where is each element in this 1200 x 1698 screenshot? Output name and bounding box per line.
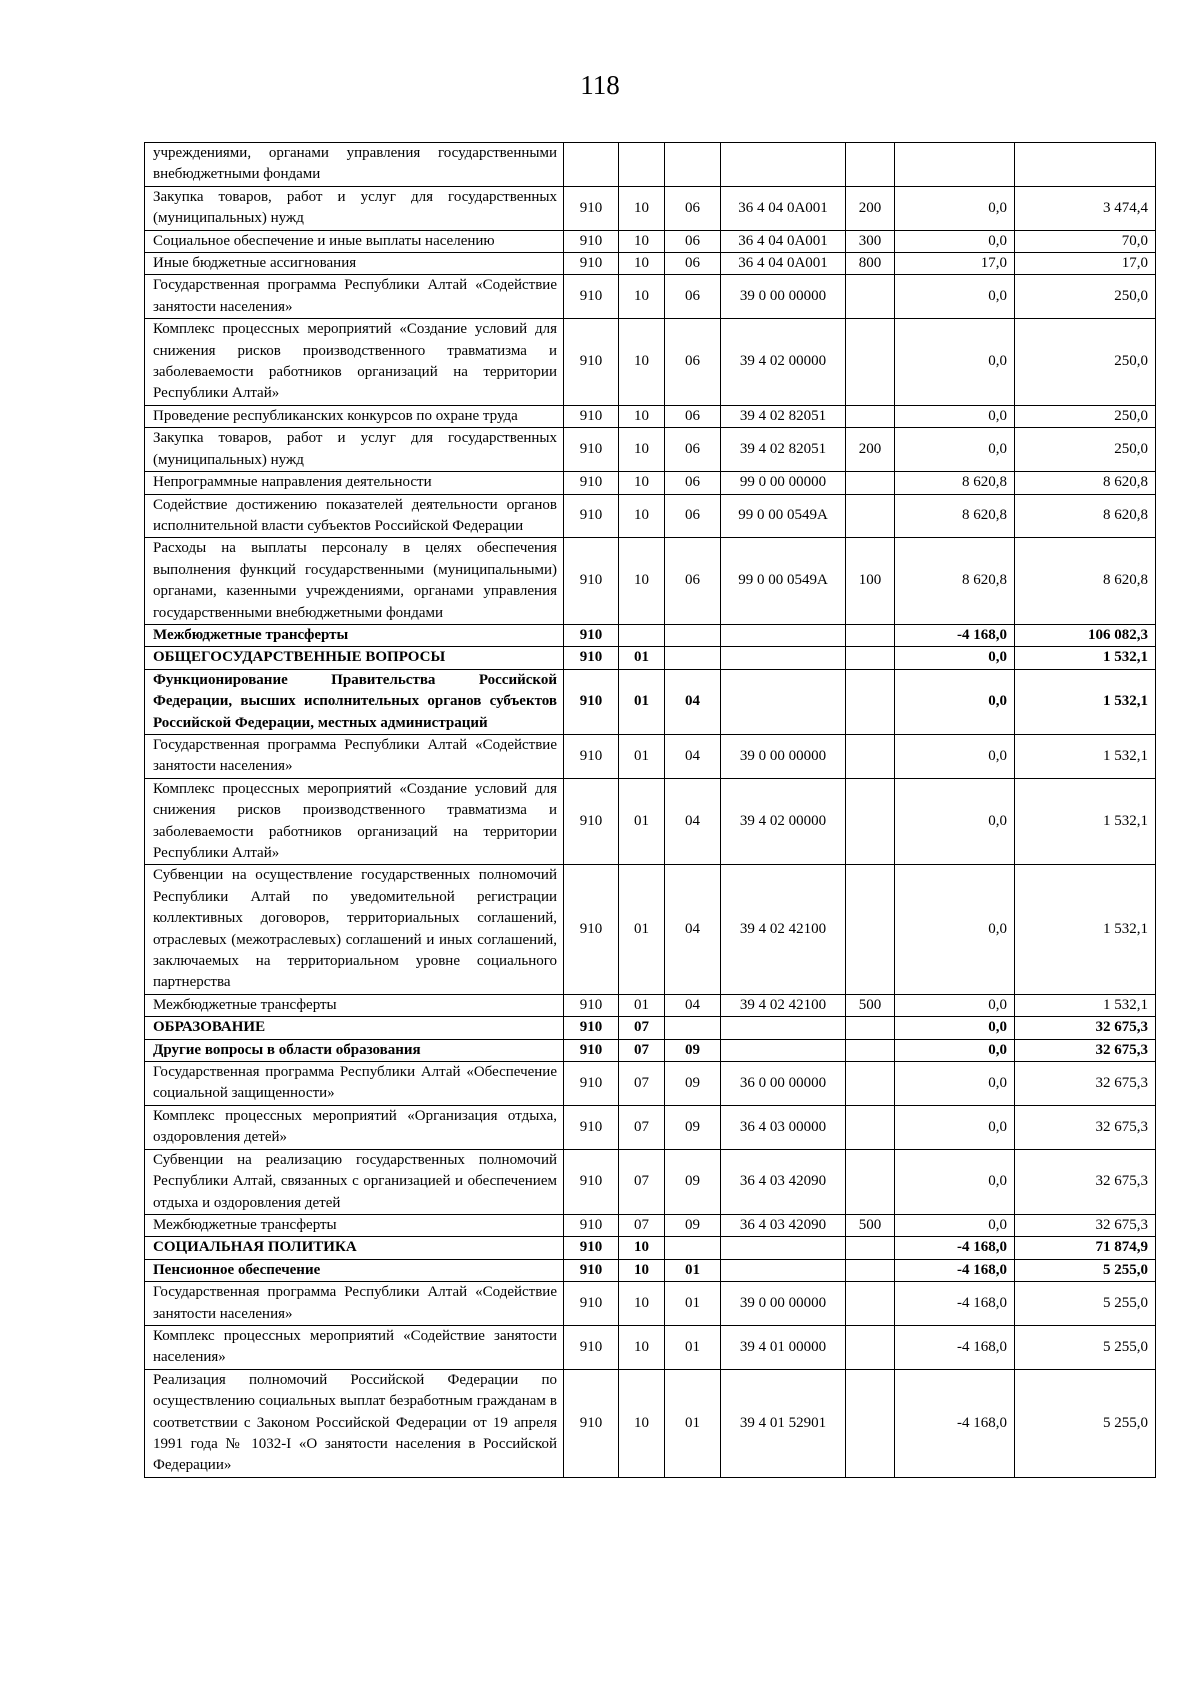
total-amount-cell: 106 082,3 <box>1015 624 1156 646</box>
section-code-cell: 10 <box>619 538 665 625</box>
total-amount-cell: 17,0 <box>1015 253 1156 275</box>
ministry-code-cell: 910 <box>564 538 619 625</box>
table-row <box>145 1369 1156 1477</box>
target-article-cell: 39 4 02 42100 <box>721 994 846 1016</box>
table-row <box>145 319 1156 406</box>
table-row <box>145 405 1156 427</box>
expense-name-cell: Субвенции на осуществление государственных полномочий Республики Алтай по уведомительной регистрации коллективных договоров, территориальных соглашений, отраслевых (межотраслевых) соглашений и иных соглашений, заключаемых на территориальном уровне социального партнерства <box>145 865 564 994</box>
change-amount-cell: 0,0 <box>895 1039 1015 1061</box>
section-code-cell: 01 <box>619 669 665 734</box>
change-amount-cell: -4 168,0 <box>895 1237 1015 1259</box>
expense-name-cell: Государственная программа Республики Алтай «Обеспечение социальной защищенности» <box>145 1062 564 1106</box>
section-code-cell: 10 <box>619 230 665 252</box>
target-article-cell: 36 4 03 00000 <box>721 1105 846 1149</box>
total-amount-cell: 250,0 <box>1015 319 1156 406</box>
total-amount-cell: 1 532,1 <box>1015 778 1156 865</box>
section-code-cell: 01 <box>619 734 665 778</box>
section-code-cell <box>619 143 665 187</box>
target-article-cell: 99 0 00 00000 <box>721 472 846 494</box>
ministry-code-cell: 910 <box>564 1149 619 1214</box>
target-article-cell <box>721 1259 846 1281</box>
subsection-code-cell: 04 <box>665 994 721 1016</box>
ministry-code-cell: 910 <box>564 1039 619 1061</box>
change-amount-cell: 0,0 <box>895 865 1015 994</box>
subsection-code-cell <box>665 143 721 187</box>
section-code-cell: 10 <box>619 319 665 406</box>
subsection-code-cell: 04 <box>665 669 721 734</box>
target-article-cell: 36 4 04 0А001 <box>721 253 846 275</box>
total-amount-cell <box>1015 143 1156 187</box>
total-amount-cell: 1 532,1 <box>1015 647 1156 669</box>
expense-type-cell <box>846 1149 895 1214</box>
expense-type-cell <box>846 778 895 865</box>
table-row <box>145 494 1156 538</box>
table-row <box>145 186 1156 230</box>
subsection-code-cell <box>665 647 721 669</box>
change-amount-cell: 0,0 <box>895 669 1015 734</box>
change-amount-cell: 8 620,8 <box>895 538 1015 625</box>
change-amount-cell: 8 620,8 <box>895 472 1015 494</box>
total-amount-cell: 250,0 <box>1015 428 1156 472</box>
expense-name-cell: Субвенции на реализацию государственных полномочий Республики Алтай, связанных с организацией и обеспечением отдыха и оздоровления детей <box>145 1149 564 1214</box>
ministry-code-cell: 910 <box>564 865 619 994</box>
subsection-code-cell: 04 <box>665 865 721 994</box>
target-article-cell: 39 4 01 00000 <box>721 1325 846 1369</box>
total-amount-cell: 8 620,8 <box>1015 538 1156 625</box>
subsection-code-cell: 01 <box>665 1259 721 1281</box>
expense-type-cell <box>846 1237 895 1259</box>
change-amount-cell: 0,0 <box>895 230 1015 252</box>
expense-name-cell: Комплекс процессных мероприятий «Организация отдыха, оздоровления детей» <box>145 1105 564 1149</box>
expense-type-cell <box>846 669 895 734</box>
table-row <box>145 1149 1156 1214</box>
target-article-cell: 39 4 02 82051 <box>721 405 846 427</box>
total-amount-cell: 32 675,3 <box>1015 1039 1156 1061</box>
expense-type-cell: 800 <box>846 253 895 275</box>
subsection-code-cell <box>665 1237 721 1259</box>
section-code-cell: 10 <box>619 1282 665 1326</box>
expense-type-cell <box>846 143 895 187</box>
ministry-code-cell: 910 <box>564 1237 619 1259</box>
change-amount-cell: 8 620,8 <box>895 494 1015 538</box>
expense-name-cell: учреждениями, органами управления государственными внебюджетными фондами <box>145 143 564 187</box>
change-amount-cell: 0,0 <box>895 186 1015 230</box>
ministry-code-cell: 910 <box>564 669 619 734</box>
ministry-code-cell: 910 <box>564 1017 619 1039</box>
expense-name-cell: Межбюджетные трансферты <box>145 1214 564 1236</box>
target-article-cell <box>721 143 846 187</box>
table-row <box>145 253 1156 275</box>
expense-type-cell <box>846 275 895 319</box>
table-row <box>145 428 1156 472</box>
subsection-code-cell: 09 <box>665 1039 721 1061</box>
total-amount-cell: 32 675,3 <box>1015 1149 1156 1214</box>
expense-name-cell: Закупка товаров, работ и услуг для государственных (муниципальных) нужд <box>145 428 564 472</box>
table-row <box>145 1325 1156 1369</box>
change-amount-cell: 0,0 <box>895 1017 1015 1039</box>
subsection-code-cell: 06 <box>665 319 721 406</box>
expense-type-cell <box>846 1282 895 1326</box>
subsection-code-cell: 04 <box>665 778 721 865</box>
ministry-code-cell: 910 <box>564 1259 619 1281</box>
table-row <box>145 275 1156 319</box>
change-amount-cell: 0,0 <box>895 1214 1015 1236</box>
table-row <box>145 734 1156 778</box>
expense-type-cell <box>846 865 895 994</box>
table-body <box>145 143 1156 1478</box>
expense-name-cell: Социальное обеспечение и иные выплаты населению <box>145 230 564 252</box>
subsection-code-cell: 06 <box>665 428 721 472</box>
expense-type-cell <box>846 1325 895 1369</box>
total-amount-cell: 1 532,1 <box>1015 734 1156 778</box>
subsection-code-cell: 06 <box>665 472 721 494</box>
total-amount-cell: 250,0 <box>1015 405 1156 427</box>
total-amount-cell: 3 474,4 <box>1015 186 1156 230</box>
total-amount-cell: 8 620,8 <box>1015 472 1156 494</box>
target-article-cell: 39 0 00 00000 <box>721 734 846 778</box>
section-code-cell: 01 <box>619 647 665 669</box>
subsection-code-cell: 09 <box>665 1214 721 1236</box>
expense-name-cell: Комплекс процессных мероприятий «Создание условий для снижения рисков производственного травматизма и заболеваемости работников организаций на территории Республики Алтай» <box>145 319 564 406</box>
table-row <box>145 1214 1156 1236</box>
subsection-code-cell: 06 <box>665 253 721 275</box>
expense-type-cell <box>846 1039 895 1061</box>
expense-type-cell <box>846 647 895 669</box>
total-amount-cell: 71 874,9 <box>1015 1237 1156 1259</box>
ministry-code-cell: 910 <box>564 253 619 275</box>
total-amount-cell: 1 532,1 <box>1015 865 1156 994</box>
subsection-code-cell <box>665 624 721 646</box>
target-article-cell <box>721 1237 846 1259</box>
subsection-code-cell: 09 <box>665 1105 721 1149</box>
ministry-code-cell: 910 <box>564 1282 619 1326</box>
target-article-cell: 99 0 00 0549А <box>721 538 846 625</box>
total-amount-cell: 70,0 <box>1015 230 1156 252</box>
expense-name-cell: Государственная программа Республики Алтай «Содействие занятости населения» <box>145 1282 564 1326</box>
ministry-code-cell: 910 <box>564 319 619 406</box>
change-amount-cell: 0,0 <box>895 275 1015 319</box>
expense-name-cell: Закупка товаров, работ и услуг для государственных (муниципальных) нужд <box>145 186 564 230</box>
target-article-cell: 39 0 00 00000 <box>721 275 846 319</box>
target-article-cell: 39 4 02 82051 <box>721 428 846 472</box>
total-amount-cell: 5 255,0 <box>1015 1259 1156 1281</box>
change-amount-cell: 0,0 <box>895 428 1015 472</box>
section-code-cell: 10 <box>619 405 665 427</box>
total-amount-cell: 8 620,8 <box>1015 494 1156 538</box>
section-code-cell: 07 <box>619 1039 665 1061</box>
expense-name-cell: Государственная программа Республики Алтай «Содействие занятости населения» <box>145 275 564 319</box>
total-amount-cell: 1 532,1 <box>1015 669 1156 734</box>
change-amount-cell: 17,0 <box>895 253 1015 275</box>
subsection-code-cell: 06 <box>665 275 721 319</box>
section-code-cell: 07 <box>619 1062 665 1106</box>
section-code-cell: 10 <box>619 494 665 538</box>
ministry-code-cell: 910 <box>564 647 619 669</box>
section-code-cell: 10 <box>619 1259 665 1281</box>
table-row <box>145 1039 1156 1061</box>
change-amount-cell: 0,0 <box>895 1149 1015 1214</box>
expense-name-cell: Проведение республиканских конкурсов по охране труда <box>145 405 564 427</box>
ministry-code-cell: 910 <box>564 405 619 427</box>
ministry-code-cell: 910 <box>564 734 619 778</box>
subsection-code-cell: 01 <box>665 1325 721 1369</box>
expense-name-cell: Комплекс процессных мероприятий «Создание условий для снижения рисков производственного травматизма и заболеваемости работников организаций на территории Республики Алтай» <box>145 778 564 865</box>
expense-type-cell <box>846 1017 895 1039</box>
ministry-code-cell: 910 <box>564 1062 619 1106</box>
section-code-cell: 07 <box>619 1149 665 1214</box>
expense-type-cell <box>846 319 895 406</box>
budget-expenditure-table <box>144 142 1156 1478</box>
section-code-cell: 07 <box>619 1105 665 1149</box>
ministry-code-cell: 910 <box>564 994 619 1016</box>
ministry-code-cell: 910 <box>564 1369 619 1477</box>
subsection-code-cell: 09 <box>665 1062 721 1106</box>
table-row <box>145 230 1156 252</box>
table-row <box>145 143 1156 187</box>
expense-name-cell: Непрограммные направления деятельности <box>145 472 564 494</box>
target-article-cell: 36 0 00 00000 <box>721 1062 846 1106</box>
table-row <box>145 1259 1156 1281</box>
expense-name-cell: Комплекс процессных мероприятий «Содействие занятости населения» <box>145 1325 564 1369</box>
ministry-code-cell: 910 <box>564 1325 619 1369</box>
expense-type-cell <box>846 1105 895 1149</box>
target-article-cell <box>721 1017 846 1039</box>
expense-name-cell: ОБЩЕГОСУДАРСТВЕННЫЕ ВОПРОСЫ <box>145 647 564 669</box>
subsection-code-cell: 06 <box>665 186 721 230</box>
subsection-code-cell: 06 <box>665 494 721 538</box>
change-amount-cell: 0,0 <box>895 647 1015 669</box>
target-article-cell: 39 4 02 42100 <box>721 865 846 994</box>
section-code-cell: 01 <box>619 778 665 865</box>
ministry-code-cell: 910 <box>564 1214 619 1236</box>
section-code-cell: 10 <box>619 275 665 319</box>
expense-type-cell <box>846 472 895 494</box>
total-amount-cell: 5 255,0 <box>1015 1282 1156 1326</box>
change-amount-cell: 0,0 <box>895 734 1015 778</box>
table-row <box>145 1062 1156 1106</box>
subsection-code-cell: 06 <box>665 405 721 427</box>
section-code-cell: 07 <box>619 1214 665 1236</box>
section-code-cell: 01 <box>619 994 665 1016</box>
change-amount-cell: -4 168,0 <box>895 1325 1015 1369</box>
expense-type-cell: 500 <box>846 994 895 1016</box>
expense-type-cell <box>846 624 895 646</box>
section-code-cell: 10 <box>619 1325 665 1369</box>
table-row <box>145 1282 1156 1326</box>
change-amount-cell: 0,0 <box>895 405 1015 427</box>
subsection-code-cell: 06 <box>665 230 721 252</box>
total-amount-cell: 1 532,1 <box>1015 994 1156 1016</box>
change-amount-cell <box>895 143 1015 187</box>
expense-type-cell: 500 <box>846 1214 895 1236</box>
ministry-code-cell: 910 <box>564 275 619 319</box>
expense-type-cell: 200 <box>846 186 895 230</box>
ministry-code-cell: 910 <box>564 230 619 252</box>
table-row <box>145 778 1156 865</box>
target-article-cell <box>721 647 846 669</box>
target-article-cell: 39 4 02 00000 <box>721 778 846 865</box>
subsection-code-cell: 04 <box>665 734 721 778</box>
table-row <box>145 472 1156 494</box>
subsection-code-cell <box>665 1017 721 1039</box>
expense-type-cell: 200 <box>846 428 895 472</box>
page-number: 118 <box>580 70 620 100</box>
change-amount-cell: 0,0 <box>895 778 1015 865</box>
ministry-code-cell: 910 <box>564 624 619 646</box>
expense-name-cell: Иные бюджетные ассигнования <box>145 253 564 275</box>
target-article-cell <box>721 669 846 734</box>
subsection-code-cell: 01 <box>665 1282 721 1326</box>
target-article-cell: 39 0 00 00000 <box>721 1282 846 1326</box>
total-amount-cell: 5 255,0 <box>1015 1325 1156 1369</box>
section-code-cell: 10 <box>619 472 665 494</box>
subsection-code-cell: 09 <box>665 1149 721 1214</box>
expense-type-cell <box>846 494 895 538</box>
expense-type-cell <box>846 1062 895 1106</box>
target-article-cell <box>721 1039 846 1061</box>
section-code-cell: 01 <box>619 865 665 994</box>
section-code-cell: 10 <box>619 428 665 472</box>
change-amount-cell: -4 168,0 <box>895 1369 1015 1477</box>
ministry-code-cell: 910 <box>564 186 619 230</box>
target-article-cell: 36 4 03 42090 <box>721 1214 846 1236</box>
table-row <box>145 1237 1156 1259</box>
total-amount-cell: 32 675,3 <box>1015 1214 1156 1236</box>
change-amount-cell: 0,0 <box>895 1105 1015 1149</box>
section-code-cell: 10 <box>619 253 665 275</box>
change-amount-cell: 0,0 <box>895 994 1015 1016</box>
target-article-cell <box>721 624 846 646</box>
section-code-cell: 10 <box>619 1237 665 1259</box>
table-row <box>145 994 1156 1016</box>
expense-type-cell: 300 <box>846 230 895 252</box>
expense-type-cell: 100 <box>846 538 895 625</box>
target-article-cell: 39 4 02 00000 <box>721 319 846 406</box>
expense-name-cell: Реализация полномочий Российской Федерации по осуществлению социальных выплат безработным гражданам в соответствии с Законом Российской Федерации от 19 апреля 1991 года № 1032-I «О занятости населения в Российской Федерации» <box>145 1369 564 1477</box>
table-row <box>145 865 1156 994</box>
target-article-cell: 36 4 03 42090 <box>721 1149 846 1214</box>
expense-name-cell: Содействие достижению показателей деятельности органов исполнительной власти субъектов Российской Федерации <box>145 494 564 538</box>
subsection-code-cell: 01 <box>665 1369 721 1477</box>
expense-name-cell: Межбюджетные трансферты <box>145 994 564 1016</box>
expense-name-cell: Пенсионное обеспечение <box>145 1259 564 1281</box>
ministry-code-cell <box>564 143 619 187</box>
table-row <box>145 538 1156 625</box>
ministry-code-cell: 910 <box>564 1105 619 1149</box>
section-code-cell <box>619 624 665 646</box>
target-article-cell: 36 4 04 0А001 <box>721 186 846 230</box>
section-code-cell: 10 <box>619 1369 665 1477</box>
total-amount-cell: 5 255,0 <box>1015 1369 1156 1477</box>
expense-name-cell: Функционирование Правительства Российской Федерации, высших исполнительных органов субъектов Российской Федерации, местных администраций <box>145 669 564 734</box>
expense-type-cell <box>846 1259 895 1281</box>
section-code-cell: 07 <box>619 1017 665 1039</box>
subsection-code-cell: 06 <box>665 538 721 625</box>
change-amount-cell: -4 168,0 <box>895 1259 1015 1281</box>
table-row <box>145 1105 1156 1149</box>
change-amount-cell: 0,0 <box>895 319 1015 406</box>
table-row <box>145 669 1156 734</box>
expense-name-cell: Другие вопросы в области образования <box>145 1039 564 1061</box>
expense-name-cell: Межбюджетные трансферты <box>145 624 564 646</box>
change-amount-cell: -4 168,0 <box>895 624 1015 646</box>
target-article-cell: 99 0 00 0549А <box>721 494 846 538</box>
change-amount-cell: 0,0 <box>895 1062 1015 1106</box>
total-amount-cell: 32 675,3 <box>1015 1105 1156 1149</box>
ministry-code-cell: 910 <box>564 428 619 472</box>
ministry-code-cell: 910 <box>564 778 619 865</box>
expense-name-cell: СОЦИАЛЬНАЯ ПОЛИТИКА <box>145 1237 564 1259</box>
table-row <box>145 1017 1156 1039</box>
expense-type-cell <box>846 405 895 427</box>
expense-name-cell: Государственная программа Республики Алтай «Содействие занятости населения» <box>145 734 564 778</box>
ministry-code-cell: 910 <box>564 494 619 538</box>
total-amount-cell: 32 675,3 <box>1015 1062 1156 1106</box>
expense-name-cell: ОБРАЗОВАНИЕ <box>145 1017 564 1039</box>
table-row <box>145 624 1156 646</box>
target-article-cell: 39 4 01 52901 <box>721 1369 846 1477</box>
section-code-cell: 10 <box>619 186 665 230</box>
expense-name-cell: Расходы на выплаты персоналу в целях обеспечения выполнения функций государственными (муниципальными) органами, казенными учреждениями, органами управления государственными внебюджетными фондами <box>145 538 564 625</box>
target-article-cell: 36 4 04 0А001 <box>721 230 846 252</box>
ministry-code-cell: 910 <box>564 472 619 494</box>
total-amount-cell: 32 675,3 <box>1015 1017 1156 1039</box>
expense-type-cell <box>846 1369 895 1477</box>
total-amount-cell: 250,0 <box>1015 275 1156 319</box>
table-row <box>145 647 1156 669</box>
expense-type-cell <box>846 734 895 778</box>
change-amount-cell: -4 168,0 <box>895 1282 1015 1326</box>
